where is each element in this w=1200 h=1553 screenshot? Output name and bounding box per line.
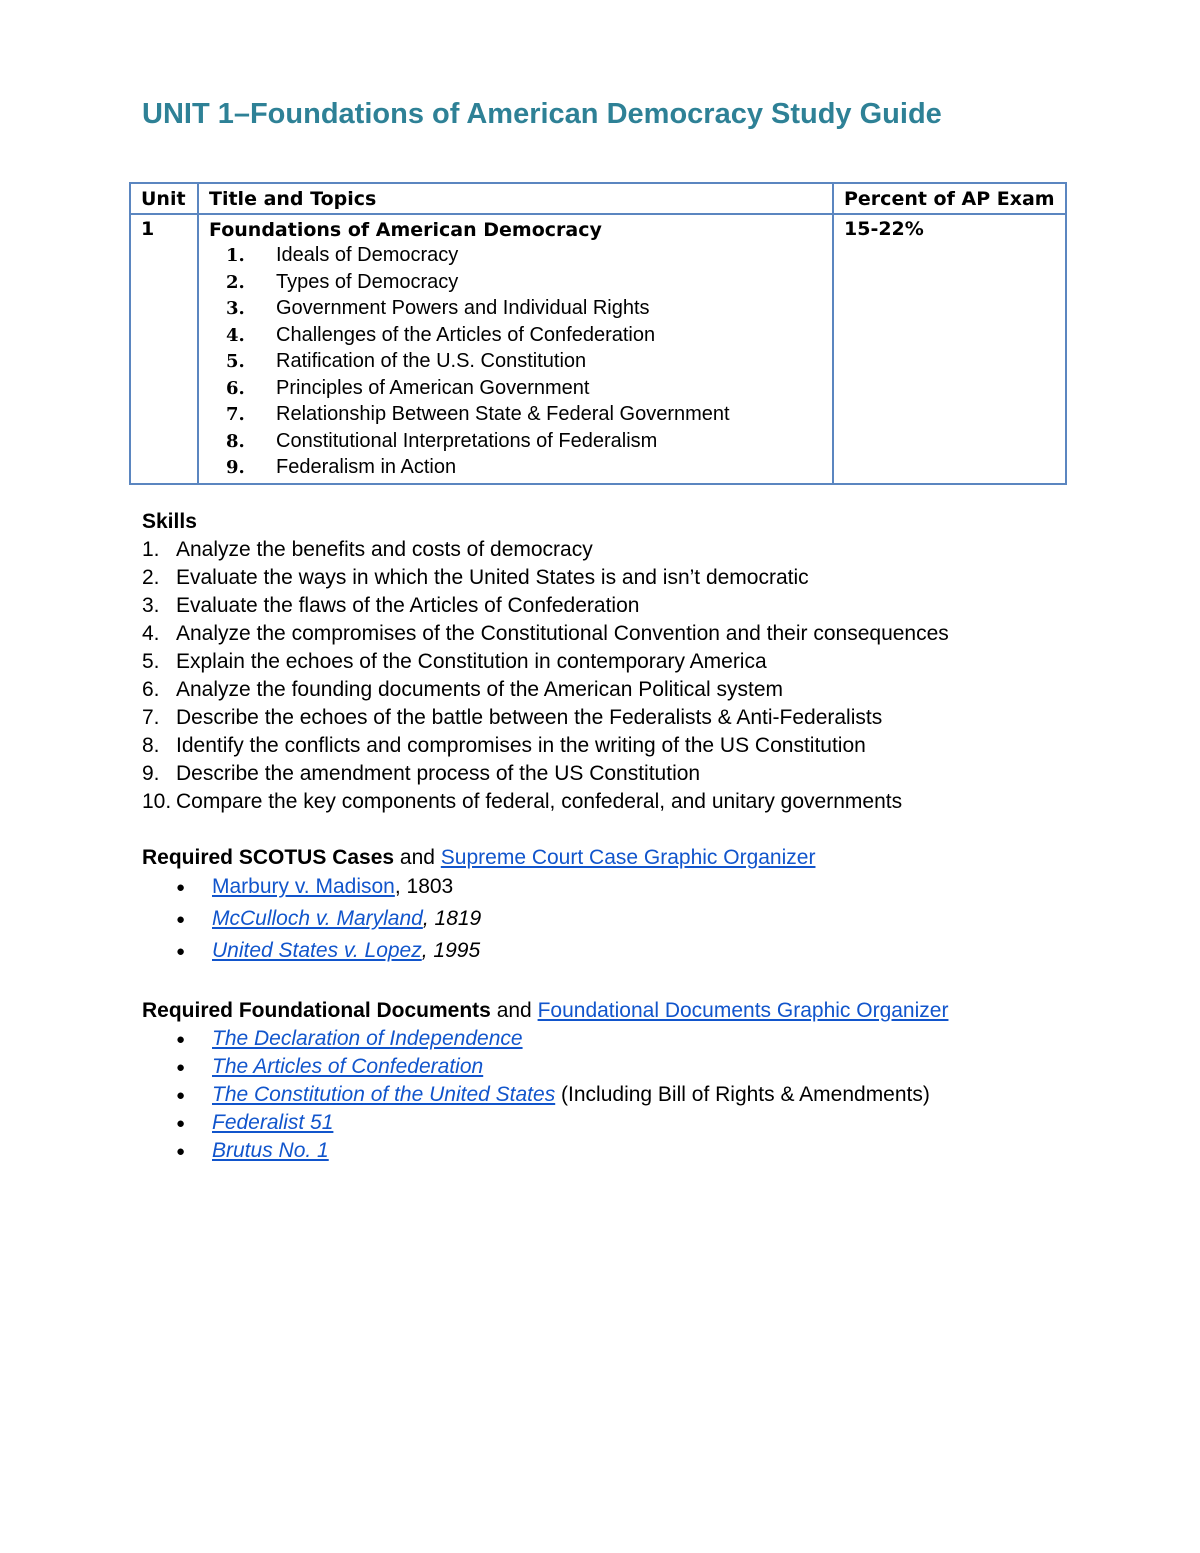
- skill-text: Analyze the benefits and costs of democracy: [176, 538, 593, 561]
- skill-text: Evaluate the ways in which the United States is and isn’t democratic: [176, 566, 809, 589]
- foundational-documents-organizer-link[interactable]: Foundational Documents Graphic Organizer: [537, 999, 949, 1022]
- page-title: UNIT 1–Foundations of American Democracy Study Guide: [142, 98, 942, 130]
- bullet-icon: ●: [176, 1115, 186, 1132]
- list-item: [176, 1109, 948, 1137]
- skill-number: 3.: [142, 594, 160, 617]
- topic-number: 7.: [226, 404, 245, 425]
- bullet-icon: ●: [176, 1143, 186, 1160]
- skill-number: 5.: [142, 650, 160, 673]
- skill-text: Evaluate the flaws of the Articles of Confederation: [176, 594, 640, 617]
- table-row: [130, 214, 1066, 484]
- bullet-icon: ●: [176, 1031, 186, 1048]
- case-link-marbury[interactable]: Marbury v. Madison: [212, 875, 395, 898]
- scotus-cases-section: [142, 844, 815, 968]
- topic-item: [209, 295, 822, 322]
- skill-number: 1.: [142, 538, 160, 561]
- list-item: [176, 1025, 948, 1053]
- list-item: [176, 872, 815, 904]
- documents-heading-label: Required Foundational Documents: [142, 999, 491, 1022]
- topic-item: [209, 269, 822, 296]
- skill-number: 8.: [142, 734, 160, 757]
- document-link-articles[interactable]: The Articles of Confederation: [212, 1055, 484, 1078]
- topic-text: Relationship Between State & Federal Government: [276, 403, 730, 425]
- bullet-icon: ●: [176, 943, 186, 960]
- topic-text: Challenges of the Articles of Confederation: [276, 323, 656, 346]
- topic-text: Government Powers and Individual Rights: [276, 297, 650, 319]
- topic-number: 9.: [226, 457, 245, 478]
- foundational-documents-heading: [142, 997, 948, 1025]
- unit-number-cell: 1: [130, 214, 198, 484]
- scotus-case-list: [142, 872, 815, 968]
- case-link-mcculloch[interactable]: McCulloch v. Maryland: [212, 907, 423, 930]
- topic-item: [209, 375, 822, 402]
- skill-number: 4.: [142, 622, 160, 645]
- list-item: [176, 1053, 948, 1081]
- skills-list: [142, 536, 949, 816]
- scotus-heading-label: Required SCOTUS Cases: [142, 846, 395, 869]
- case-year: , 1803: [394, 875, 454, 898]
- foundational-documents-section: [142, 997, 948, 1165]
- scotus-cases-heading: [142, 844, 815, 872]
- topic-number: 2.: [226, 271, 245, 293]
- skill-item: [142, 760, 949, 788]
- document-link-brutus-1[interactable]: Brutus No. 1: [212, 1139, 329, 1162]
- skill-item: [142, 648, 949, 676]
- topic-list: [209, 242, 822, 481]
- bullet-icon: ●: [176, 879, 186, 896]
- list-item: [176, 936, 815, 968]
- foundational-documents-list: [142, 1025, 948, 1165]
- topic-number: 4.: [226, 324, 245, 346]
- header-unit: Unit: [130, 183, 198, 214]
- topic-text: Types of Democracy: [276, 270, 459, 293]
- skills-section: [142, 508, 949, 816]
- title-topics-cell: [198, 214, 833, 484]
- unit-title: Foundations of American Democracy: [209, 219, 602, 241]
- skill-item: [142, 536, 949, 564]
- bullet-icon: ●: [176, 1087, 186, 1104]
- skill-text: Explain the echoes of the Constitution in contemporary America: [176, 650, 767, 673]
- topic-item: [209, 348, 822, 375]
- skill-text: Describe the amendment process of the US Constitution: [176, 762, 701, 785]
- skill-item: [142, 676, 949, 704]
- table-header-row: [130, 183, 1066, 214]
- skills-heading: Skills: [142, 510, 197, 533]
- skill-item: [142, 620, 949, 648]
- skill-number: 9.: [142, 762, 160, 785]
- topic-text: Ratification of the U.S. Constitution: [276, 350, 587, 372]
- skill-item: [142, 564, 949, 592]
- topic-number: 1.: [226, 245, 245, 266]
- bullet-icon: ●: [176, 1059, 186, 1076]
- percent-cell: 15-22%: [833, 214, 1066, 484]
- topic-text: Principles of American Government: [276, 376, 590, 399]
- topic-text: Ideals of Democracy: [276, 244, 459, 266]
- header-title-topics: Title and Topics: [198, 183, 833, 214]
- header-percent: Percent of AP Exam: [833, 183, 1066, 214]
- case-year: , 1819: [422, 907, 482, 930]
- skill-item: [142, 732, 949, 760]
- document-link-federalist-51[interactable]: Federalist 51: [212, 1111, 334, 1134]
- list-item: [176, 1081, 948, 1109]
- list-item: [176, 1137, 948, 1165]
- skill-text: Describe the echoes of the battle between the Federalists & Anti-Federalists: [176, 706, 883, 729]
- topic-text: Federalism in Action: [276, 456, 457, 478]
- topic-item: [209, 428, 822, 455]
- document-link-declaration[interactable]: The Declaration of Independence: [212, 1027, 523, 1050]
- document-note: (Including Bill of Rights & Amendments): [555, 1083, 930, 1106]
- topic-item: [209, 401, 822, 428]
- skill-item: [142, 788, 949, 816]
- skill-number: 10.: [142, 790, 172, 813]
- topic-item: [209, 242, 822, 269]
- topic-item: [209, 322, 822, 349]
- heading-connector: and: [394, 846, 441, 869]
- list-item: [176, 904, 815, 936]
- case-link-lopez[interactable]: United States v. Lopez: [212, 939, 422, 962]
- document-link-constitution[interactable]: The Constitution of the United States: [212, 1083, 556, 1106]
- skill-number: 2.: [142, 566, 160, 589]
- supreme-court-organizer-link[interactable]: Supreme Court Case Graphic Organizer: [440, 846, 816, 869]
- topic-number: 5.: [226, 351, 245, 372]
- topic-item: [209, 454, 822, 481]
- heading-connector: and: [490, 999, 538, 1022]
- skill-number: 6.: [142, 678, 160, 701]
- skill-item: [142, 592, 949, 620]
- skill-text: Identify the conflicts and compromises in the writing of the US Constitution: [176, 734, 866, 757]
- topic-text: Constitutional Interpretations of Federalism: [276, 429, 658, 452]
- skill-item: [142, 704, 949, 732]
- skill-text: Analyze the compromises of the Constitutional Convention and their consequences: [176, 622, 949, 645]
- skill-text: Analyze the founding documents of the American Political system: [176, 678, 783, 701]
- unit-overview-table: [129, 182, 1067, 485]
- topic-number: 3.: [226, 298, 245, 319]
- topic-number: 6.: [226, 377, 245, 399]
- skill-text: Compare the key components of federal, confederal, and unitary governments: [176, 790, 903, 813]
- skill-number: 7.: [142, 706, 160, 729]
- bullet-icon: ●: [176, 911, 186, 928]
- case-year: , 1995: [421, 939, 481, 962]
- topic-number: 8.: [226, 430, 245, 452]
